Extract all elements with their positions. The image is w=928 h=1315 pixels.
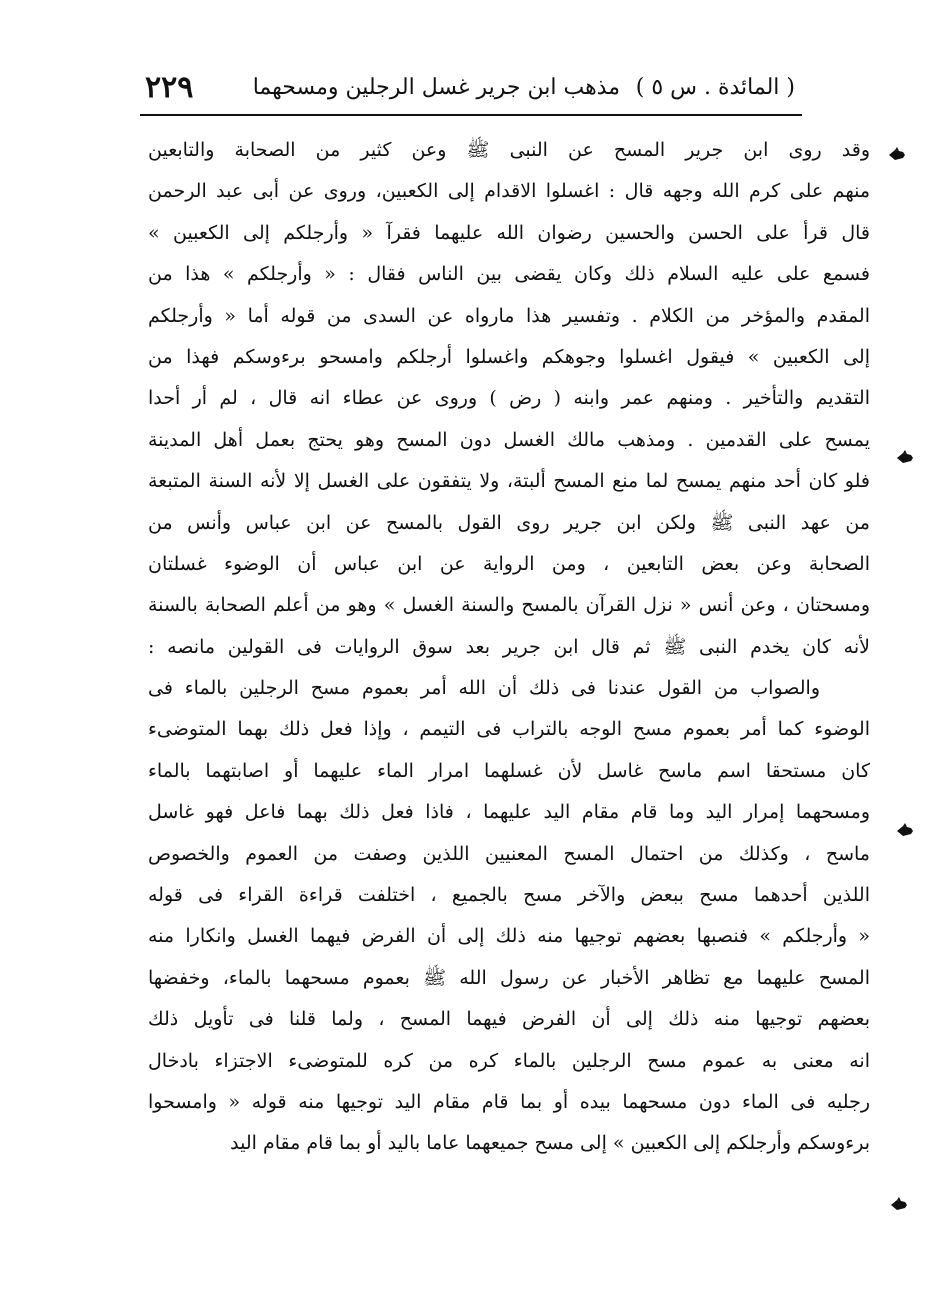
text-line: رجليه فى الماء دون مسحهما بيده أو بما قام مقام اليد توجيها منه قوله « وامسحوا (148, 1090, 870, 1113)
chapter-reference: ( المائدة . س ٥ ) (635, 75, 795, 100)
text-line: اللذين أحدهما مسح ببعض والآخر مسح بالجميع ، اختلفت قراءة القراء فى قوله (148, 884, 870, 907)
text-line: قال قرأ على الحسن والحسين رضوان الله عليهما فقرآ « وأرجلكم إلى الكعبين » (148, 221, 870, 244)
running-title: مذهب ابن جرير غسل الرجلين ومسحهما (252, 75, 620, 100)
text-line: كان مستحقا اسم ماسح غاسل لأن غسلهما امرار الماء عليهما أو اصابتهما بالماء (148, 759, 870, 782)
text-line: بعضهم توجيها منه ذلك إلى أن الفرض فيهما المسح ، ولما قلنا فى تأويل ذلك (148, 1008, 870, 1031)
hand-pointer-icon (888, 146, 906, 164)
text-line: التقديم والتأخير . ومنهم عمر وابنه ( رض ) وروى عن عطاء انه قال ، لم أر أحدا (148, 387, 870, 410)
text-line: المقدم والمؤخر من الكلام . وتفسير هذا مارواه عن السدى من قوله أما « وأرجلكم (148, 304, 870, 327)
text-line: لأنه كان يخدم النبى ﷺ ثم قال ابن جرير بعد سوق الروايات فى القولين مانصه : (148, 635, 870, 658)
header-rule (140, 114, 802, 116)
text-line: الصحابة وعن بعض التابعين ، ومن الرواية عن ابن عباس أن الوضوء غسلتان (148, 552, 870, 575)
text-line: إلى الكعبين » فيقول اغسلوا وجوهكم واغسلوا أرجلكم وامسحو برءوسكم فهذا من (148, 345, 870, 368)
text-line: ومسحتان ، وعن أنس « نزل القرآن بالمسح والسنة الغسل » وهو من أعلم الصحابة بالسنة (148, 594, 870, 617)
text-line: فلو كان أحد منهم يمسح لما منع المسح ألبتة، ولا يتفقون على الغسل إلا لأنه السنة المتبعة (148, 470, 870, 493)
body-text (148, 130, 870, 1165)
text-line: ماسح ، وكذلك من احتمال المسح المعنيين اللذين وصفت من العموم والخصوص (148, 842, 870, 865)
hand-pointer-icon (896, 449, 914, 467)
running-header (145, 68, 795, 108)
text-line: المسح عليهما مع تظاهر الأخبار عن رسول الله ﷺ بعموم مسحهما بالماء، وخفضها (148, 966, 870, 989)
hand-pointer-icon (896, 822, 914, 840)
text-line: الوضوء كما أمر بعموم مسح الوجه بالتراب فى التيمم ، وإذا فعل ذلك بهما المتوضىء (148, 718, 870, 741)
text-line: « وأرجلكم » فنصبها بعضهم توجيها منه ذلك إلى أن الفرض فيهما الغسل وانكارا منه (148, 925, 870, 948)
text-line: والصواب من القول عندنا فى ذلك أن الله أمر بعموم مسح الرجلين بالماء فى (148, 677, 820, 700)
text-line: يمسح على القدمين . ومذهب مالك الغسل دون المسح وهو يحتج بعمل أهل المدينة (148, 428, 870, 451)
text-line: ومسحهما إمرار اليد وما قام مقام اليد عليهما ، فاذا فعل ذلك بهما فاعل فهو غاسل (148, 801, 870, 824)
hand-pointer-icon (890, 1196, 908, 1214)
text-line: انه معنى به عموم مسح الرجلين بالماء كره من كره للمتوضىء الاجتزاء بادخال (148, 1049, 870, 1072)
text-line: من عهد النبى ﷺ ولكن ابن جرير روى القول بالمسح عن ابن عباس وأنس من (148, 511, 870, 534)
text-line: منهم على كرم الله وجهه قال : اغسلوا الاقدام إلى الكعبين، وروى عن أبى عبد الرحمن (148, 180, 870, 203)
text-line: برءوسكم وأرجلكم إلى الكعبين » إلى مسح جميعهما عاما باليد أو بما قام مقام اليد (230, 1132, 870, 1155)
page-number: ٢٢٩ (145, 70, 194, 105)
text-line: فسمع على عليه السلام ذلك وكان يقضى بين الناس فقال : « وأرجلكم » هذا من (148, 263, 870, 286)
text-line: وقد روى ابن جرير المسح عن النبى ﷺ وعن كثير من الصحابة والتابعين (148, 139, 870, 161)
